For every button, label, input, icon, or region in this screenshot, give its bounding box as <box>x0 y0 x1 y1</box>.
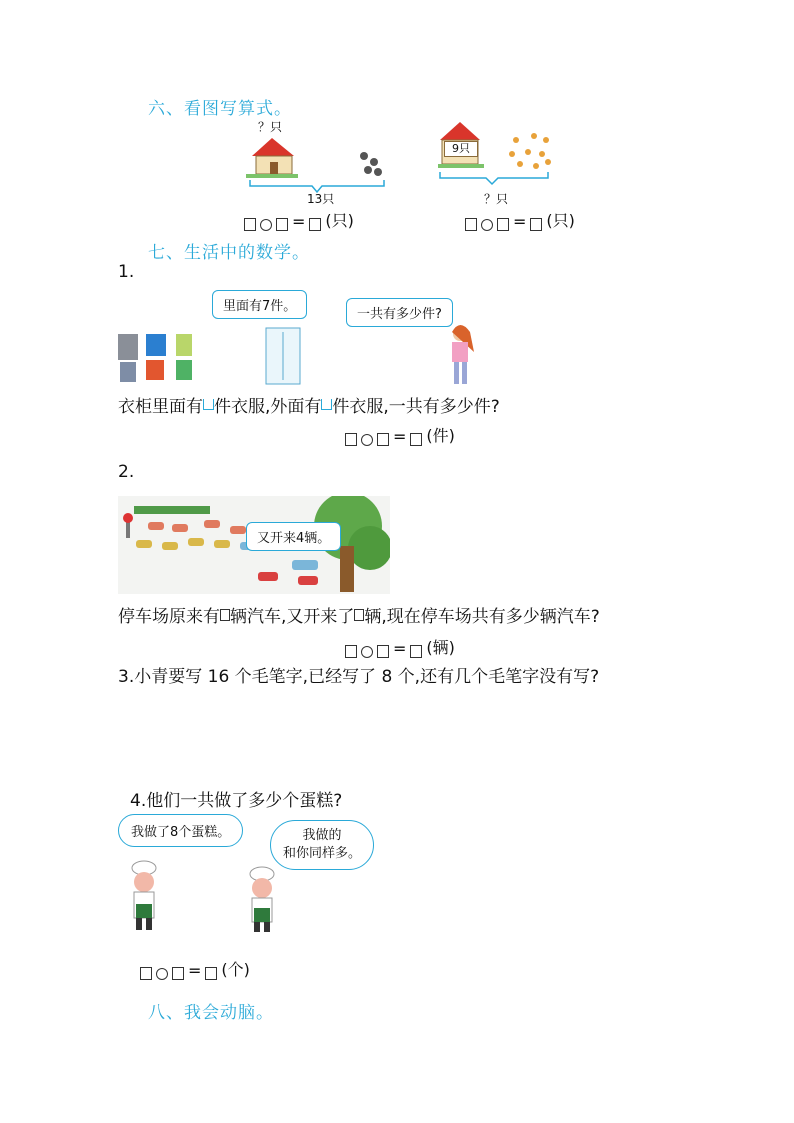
unit-label: (辆) <box>426 638 455 657</box>
unit-label: (只) <box>546 211 575 230</box>
q1-text-part: 衣柜里面有 <box>118 397 203 417</box>
question-1-equation <box>345 423 455 446</box>
blank-box[interactable] <box>244 218 256 231</box>
operator-circle[interactable] <box>481 219 493 231</box>
answer-box[interactable] <box>205 967 217 980</box>
equals-sign: = <box>188 961 202 980</box>
left-equation <box>244 208 354 231</box>
answer-box[interactable] <box>309 218 321 231</box>
q2-text-part: 辆,现在停车场共有多少辆汽车? <box>364 607 600 627</box>
question-4-text: 4.他们一共做了多少个蛋糕? <box>130 791 343 811</box>
section-6-heading: 六、看图写算式。 <box>148 99 292 119</box>
blank-inside-count[interactable] <box>203 399 214 410</box>
section-7-heading: 七、生活中的数学。 <box>148 243 310 263</box>
equals-sign: = <box>393 639 407 658</box>
q2-text-part: 停车场原来有 <box>118 607 220 627</box>
unit-label: (只) <box>325 211 354 230</box>
blank-box[interactable] <box>140 967 152 980</box>
two-chefs-picture <box>118 860 308 934</box>
cloud-line: 我做的 <box>302 828 342 843</box>
blank-original-count[interactable] <box>220 609 230 621</box>
answer-box[interactable] <box>410 433 422 446</box>
speech-bubble-cars: 又开来4辆。 <box>246 522 341 551</box>
equals-sign: = <box>393 427 407 446</box>
blank-outside-count[interactable] <box>321 399 332 410</box>
thought-cloud-left: 我做了8个蛋糕。 <box>118 814 243 847</box>
blank-box[interactable] <box>345 433 357 446</box>
unit-label: (件) <box>426 426 455 445</box>
blank-box[interactable] <box>172 967 184 980</box>
operator-circle[interactable] <box>156 968 168 980</box>
blank-box[interactable] <box>497 218 509 231</box>
right-equation <box>465 208 575 231</box>
left-house-birds-picture <box>242 134 392 194</box>
operator-circle[interactable] <box>361 434 373 446</box>
equals-sign: = <box>292 212 306 231</box>
question-2-text <box>118 602 600 627</box>
left-top-label: ？只 <box>258 120 283 134</box>
question-1-text <box>118 392 500 417</box>
operator-circle[interactable] <box>260 219 272 231</box>
question-2-equation <box>345 635 455 658</box>
blank-box[interactable] <box>276 218 288 231</box>
blank-arrived-count[interactable] <box>354 609 364 621</box>
blank-box[interactable] <box>377 433 389 446</box>
question-4-equation <box>140 957 250 980</box>
section-8-heading: 八、我会动脑。 <box>148 1003 274 1023</box>
equals-sign: = <box>513 212 527 231</box>
q1-text-part: 件衣服,外面有 <box>214 397 322 417</box>
clothes-wardrobe-girl-picture <box>116 324 516 390</box>
speech-bubble-girl: 一共有多少件? <box>346 298 453 327</box>
answer-box[interactable] <box>530 218 542 231</box>
blank-box[interactable] <box>465 218 477 231</box>
speech-bubble-wardrobe: 里面有7件。 <box>212 290 307 319</box>
blank-box[interactable] <box>377 645 389 658</box>
house-number-label: 9只 <box>444 141 478 157</box>
left-bottom-label: 13只 <box>307 192 335 206</box>
cloud-line: 和你同样多。 <box>283 846 362 861</box>
question-1-number: 1. <box>118 262 135 282</box>
blank-box[interactable] <box>345 645 357 658</box>
q1-text-part: 件衣服,一共有多少件? <box>332 397 500 417</box>
right-bottom-label: ？只 <box>484 192 509 206</box>
answer-box[interactable] <box>410 645 422 658</box>
unit-label: (个) <box>221 960 250 979</box>
operator-circle[interactable] <box>361 646 373 658</box>
q2-text-part: 辆汽车,又开来了 <box>230 607 355 627</box>
question-3-text: 3.小青要写 16 个毛笔字,已经写了 8 个,还有几个毛笔字没有写? <box>118 667 600 687</box>
question-2-number: 2. <box>118 462 135 482</box>
